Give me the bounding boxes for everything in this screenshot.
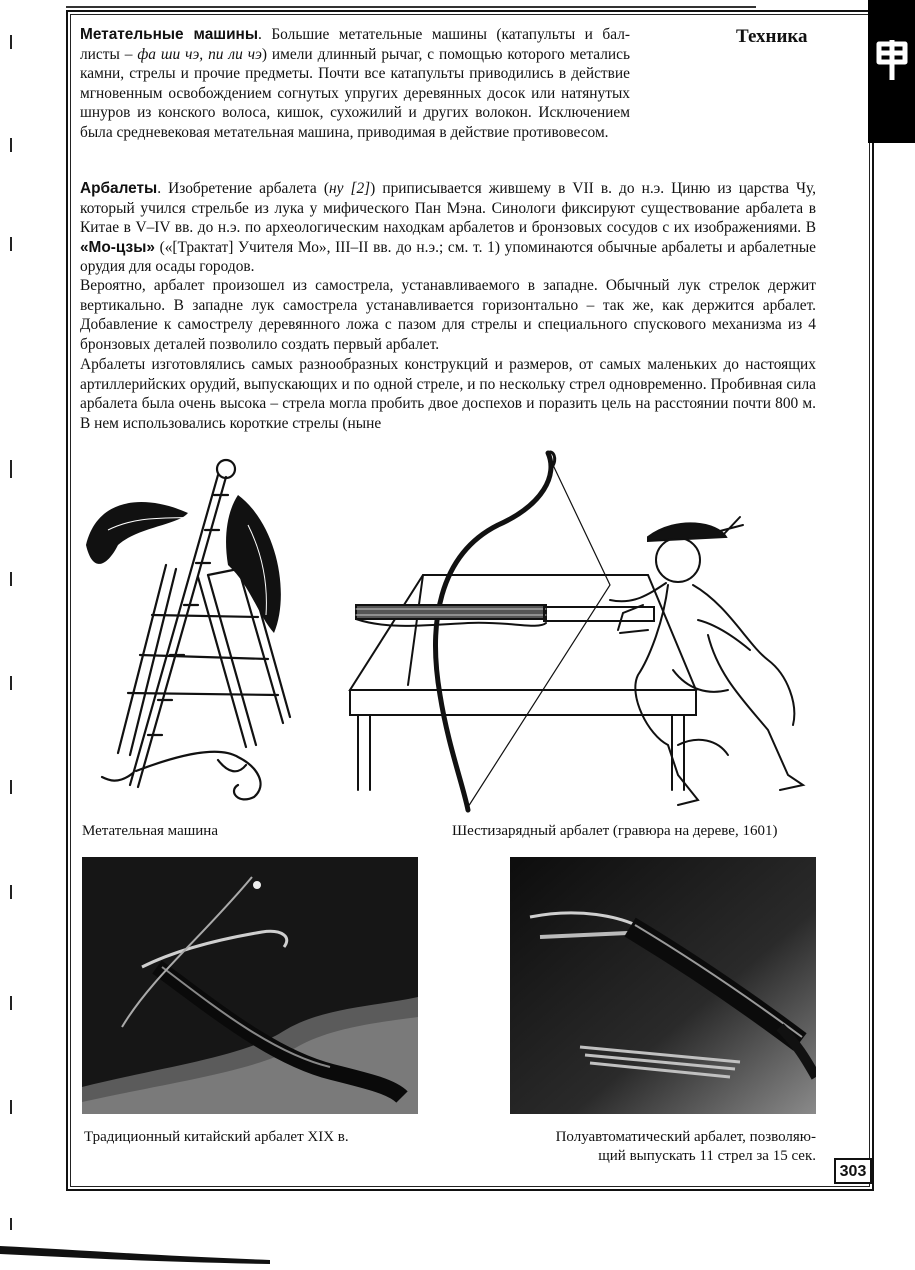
six-shot-crossbow-engraving xyxy=(348,445,813,815)
chinese-character-tab-icon xyxy=(874,36,910,82)
term-chinese: ну [2] xyxy=(328,180,371,197)
header-rule xyxy=(66,6,756,8)
term-throwing-machines: Метательные машины xyxy=(80,26,258,43)
book-title: «Мо-цзы» xyxy=(80,238,155,256)
traditional-crossbow-photo xyxy=(82,857,418,1114)
section-title: Техника xyxy=(736,26,808,47)
paragraph-throwing-machines xyxy=(80,25,630,143)
term-crossbows: Арбалеты xyxy=(80,180,158,197)
rope-bundle xyxy=(226,495,281,633)
term-chinese: фа ши чэ, пи ли чэ xyxy=(137,45,262,63)
semi-automatic-crossbow-photo xyxy=(510,857,816,1114)
traditional-crossbow-caption: Традиционный китайский арбалет XIX в. xyxy=(84,1129,349,1145)
catapult-illustration xyxy=(78,455,293,810)
paragraph-crossbow-origin: Вероятно, арбалет произошел из самострела, устанавливаемого в западне. Обычный лук стрелок держит вертикально. В западне лук самострела устанавливается горизонтально – так же, как держится арбалет. Добавление к самострелу деревянного ложа с пазом для стрелы и специального спускового механизма из 4 бронзовых деталей позволило создать первый арбалет. xyxy=(80,277,816,353)
paragraph-crossbows xyxy=(80,179,816,277)
six-shot-crossbow-caption: Шестизарядный арбалет (гравюра на дереве, 1601) xyxy=(452,823,778,839)
paragraph-crossbow-variety: Арбалеты изготовлялись самых разнообразных конструкций и размеров, от самых маленьких до настоящих артиллерийских орудий, выпускающих и по одной стреле, и по нескольку стрел одновременно. Пробивная сила арбалета была очень высока – стрела могла пробить двое доспехов и поразить цель на расстоянии почти 800 м. В нем использовались короткие стрелы (ныне xyxy=(80,356,816,432)
text: . Большие метательные машины (катапульты и бал-листы – xyxy=(80,26,630,63)
scan-artifact xyxy=(0,1236,280,1266)
text: ) имели длинный рычаг, с помощью которого метались камни, стрелы и прочие предметы. Почти все катапульты приводились в действие мгновенным освобождением согнутых упругих деревянных досок или натянутых шнуров из конского волоса, кишок, сухожилий и других волокон. Исключением была средневековая метательная машина, приводимая в действие противовесом. xyxy=(80,45,630,141)
semi-automatic-crossbow-caption xyxy=(520,1128,816,1166)
section-thumb-tab xyxy=(868,0,915,143)
text: . Изобретение арбалета ( xyxy=(157,180,329,197)
text: («[Трактат] Учителя Мо», III–II вв. до н.э.; см. т. 1) упоминаются обычные арбалеты и арбалетные орудия для осады городов. xyxy=(80,238,816,276)
text: ) приписывается жившему в VII в. до н.э. Циню из царства Чу, который учился стрельбе из лука у мифического Пан Мэна. Синологи фиксируют существование арбалета в Китае в V–IV вв. до н.э. по археологическим находкам арбалетов и бронзовых сосудов с их изображениями. В xyxy=(80,180,816,237)
caption-line: щий выпускать 11 стрел за 15 сек. xyxy=(598,1148,816,1164)
page-number: 303 xyxy=(834,1158,872,1184)
rope-bundle xyxy=(86,502,188,564)
catapult-caption: Метательная машина xyxy=(82,823,218,839)
caption-line: Полуавтоматический арбалет, позволяю- xyxy=(555,1129,816,1145)
